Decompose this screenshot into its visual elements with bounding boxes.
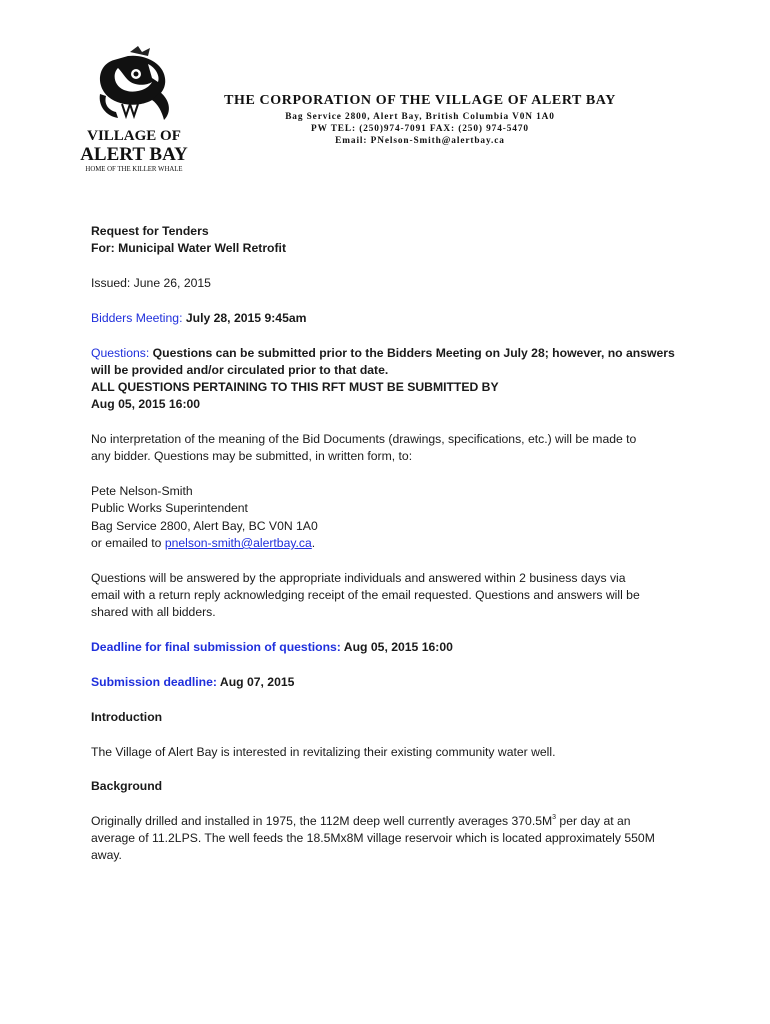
answers-line2: email with a return reply acknowledging receipt of the email requested. Questions and answers will be [91, 588, 640, 602]
questions-line1 [91, 345, 691, 362]
background-line2: average of 11.2LPS. The well feeds the 18.5Mx8M village reservoir which is located approximately 550M [91, 831, 655, 845]
questions-caps-1: ALL QUESTIONS PERTAINING TO THIS RFT MUST BE SUBMITTED BY [91, 380, 499, 394]
village-logo [78, 46, 194, 178]
background-heading: Background [91, 779, 163, 793]
background-line1 [91, 813, 691, 830]
interpretation-line1: No interpretation of the meaning of the Bid Documents (drawings, specifications, etc.) will be made to [91, 432, 637, 446]
background-superscript: 3 [552, 813, 557, 821]
bidders-meeting [91, 310, 691, 327]
contact-email-suffix: . [311, 536, 316, 550]
contact-address: Bag Service 2800, Alert Bay, BC V0N 1A0 [91, 519, 318, 533]
questions-deadline-value: Aug 05, 2015 16:00 [340, 640, 453, 654]
answers-line1: Questions will be answered by the appropriate individuals and answered within 2 business days via [91, 571, 626, 585]
questions-text-2: will be provided and/or circulated prior to that date. [91, 363, 389, 377]
logo-text-line3: HOME OF THE KILLER WHALE [85, 166, 183, 173]
introduction-heading: Introduction [91, 710, 163, 724]
contact-name: Pete Nelson-Smith [91, 484, 193, 498]
org-title: THE CORPORATION OF THE VILLAGE OF ALERT BAY [224, 93, 616, 108]
bidders-meeting-value: July 28, 2015 9:45am [182, 311, 307, 325]
submission-deadline-label: Submission deadline: [91, 675, 217, 689]
contact-email-link[interactable]: pnelson-smith@alertbay.ca [164, 536, 312, 550]
background-line3: away. [91, 848, 122, 862]
background-line1-b: per day at an [556, 814, 631, 828]
issued-date: Issued: June 26, 2015 [91, 276, 211, 290]
bidders-meeting-label: Bidders Meeting: [91, 311, 183, 325]
contact-title: Public Works Superintendent [91, 501, 248, 515]
logo-text-line2: ALERT BAY [80, 144, 188, 165]
questions-caps-2: Aug 05, 2015 16:00 [91, 397, 201, 411]
killer-whale-crest-icon [100, 46, 169, 120]
request-title: Request for Tenders [91, 224, 209, 238]
org-address: Bag Service 2800, Alert Bay, British Columbia V0N 1A0 [285, 112, 555, 122]
background-line1-a: Originally drilled and installed in 1975, the 112M deep well currently averages 370.5M [91, 814, 553, 828]
contact-email-line [91, 535, 691, 552]
introduction-text: The Village of Alert Bay is interested in revitalizing their existing community water well. [91, 745, 556, 759]
questions-deadline-label: Deadline for final submission of questions: [91, 640, 341, 654]
submission-deadline [91, 674, 691, 691]
logo-text-line1: VILLAGE OF [87, 128, 181, 144]
org-phone-fax: PW TEL: (250)974-7091 FAX: (250) 974-5470 [311, 124, 529, 134]
submission-deadline-value: Aug 07, 2015 [216, 675, 295, 689]
questions-label: Questions: [91, 346, 150, 360]
questions-deadline [91, 639, 691, 656]
interpretation-line2: any bidder. Questions may be submitted, in written form, to: [91, 449, 413, 463]
answers-line3: shared with all bidders. [91, 605, 216, 619]
questions-text-1: Questions can be submitted prior to the Bidders Meeting on July 28; however, no answers [149, 346, 675, 360]
org-email: Email: PNelson-Smith@alertbay.ca [335, 136, 505, 146]
request-subject: For: Municipal Water Well Retrofit [91, 241, 287, 255]
contact-email-prefix: or emailed to [91, 536, 165, 550]
